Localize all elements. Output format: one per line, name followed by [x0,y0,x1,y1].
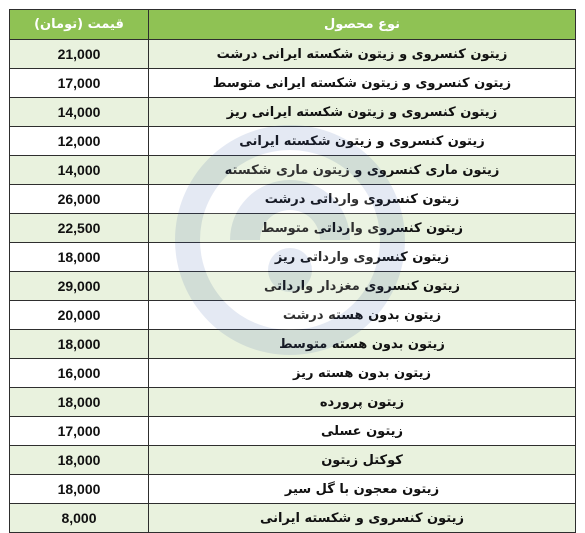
price-cell: 18,000 [10,330,149,359]
table-body [10,40,576,533]
table-row [10,127,576,156]
price-cell: 18,000 [10,243,149,272]
header-product: نوع محصول [149,10,576,40]
price-cell: 26,000 [10,185,149,214]
table-row [10,359,576,388]
price-cell: 14,000 [10,156,149,185]
table-row [10,475,576,504]
product-name-cell: زیتون ماری کنسروی و زیتون ماری شکسته [149,156,576,185]
product-name-cell: زیتون کنسروی مغزدار وارداتی [149,272,576,301]
price-cell: 20,000 [10,301,149,330]
product-name-cell: زیتون عسلی [149,417,576,446]
table-row [10,388,576,417]
table-row [10,69,576,98]
price-cell: 21,000 [10,40,149,69]
product-name-cell: زیتون بدون هسته متوسط [149,330,576,359]
price-cell: 22,500 [10,214,149,243]
product-name-cell: زیتون کنسروی و زیتون شکسته ایرانی ریز [149,98,576,127]
table-row [10,330,576,359]
price-cell: 18,000 [10,475,149,504]
price-cell: 29,000 [10,272,149,301]
table-row [10,185,576,214]
product-name-cell: زیتون پرورده [149,388,576,417]
product-name-cell: زیتون بدون هسته ریز [149,359,576,388]
product-name-cell: زیتون کنسروی و شکسته ایرانی [149,504,576,533]
table-row [10,301,576,330]
product-name-cell: زیتون کنسروی وارداتی متوسط [149,214,576,243]
table-row [10,504,576,533]
table-row [10,40,576,69]
product-name-cell: زیتون بدون هسته درشت [149,301,576,330]
table-row [10,272,576,301]
table-row [10,156,576,185]
table-header-row [10,10,576,40]
price-cell: 18,000 [10,388,149,417]
table-row [10,417,576,446]
table-row [10,214,576,243]
table-row [10,98,576,127]
price-cell: 8,000 [10,504,149,533]
product-name-cell: کوکتل زیتون [149,446,576,475]
price-cell: 12,000 [10,127,149,156]
product-name-cell: زیتون کنسروی و زیتون شکسته ایرانی متوسط [149,69,576,98]
table-row [10,243,576,272]
product-name-cell: زیتون کنسروی و زیتون شکسته ایرانی درشت [149,40,576,69]
product-name-cell: زیتون کنسروی و زیتون شکسته ایرانی [149,127,576,156]
price-table [9,9,576,533]
price-cell: 17,000 [10,417,149,446]
price-cell: 17,000 [10,69,149,98]
price-cell: 14,000 [10,98,149,127]
header-price: قیمت (تومان) [10,10,149,40]
product-name-cell: زیتون معجون با گل سیر [149,475,576,504]
product-name-cell: زیتون کنسروی وارداتی ریز [149,243,576,272]
price-cell: 16,000 [10,359,149,388]
product-name-cell: زیتون کنسروی وارداتی درشت [149,185,576,214]
price-cell: 18,000 [10,446,149,475]
price-table-container [9,9,576,533]
table-row [10,446,576,475]
